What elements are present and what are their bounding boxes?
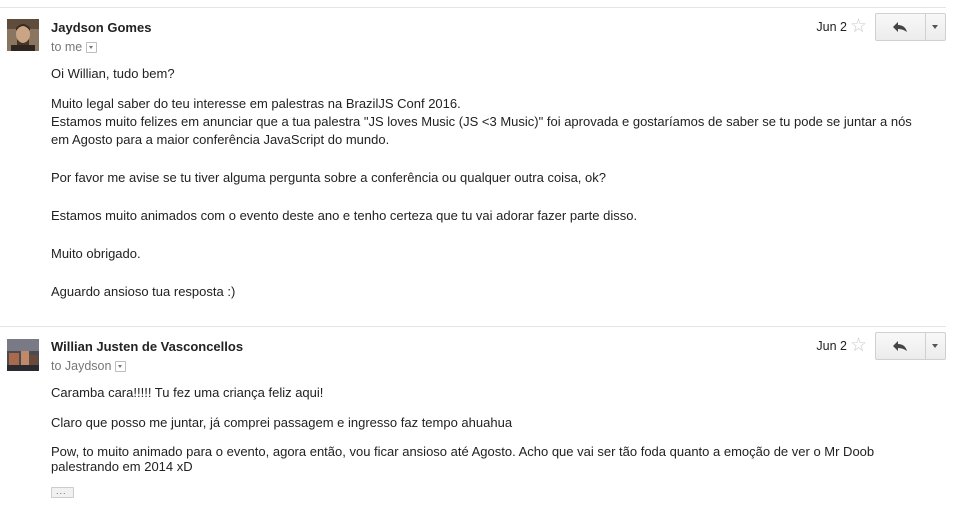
paragraph: Estamos muito animados com o evento deste ano e tenho certeza que tu vai adorar fazer parte disso. — [51, 208, 638, 223]
recipients — [51, 40, 97, 54]
reply-button[interactable] — [875, 13, 925, 41]
chevron-down-icon — [932, 25, 938, 29]
star-icon[interactable]: ☆ — [850, 16, 868, 37]
star-icon[interactable]: ☆ — [850, 335, 868, 356]
message-body — [51, 384, 881, 474]
paragraph: Aguardo ansioso tua resposta :) — [51, 284, 236, 299]
message-date[interactable]: Jun 2 — [816, 339, 847, 353]
more-options-button[interactable] — [925, 13, 946, 41]
show-details-icon[interactable] — [86, 42, 97, 53]
sender-avatar[interactable] — [7, 339, 39, 371]
recipients-label: to Jaydson — [51, 359, 112, 373]
show-trimmed-content-button[interactable] — [51, 487, 74, 498]
message-actions — [875, 332, 946, 360]
paragraph: Pow, to muito animado para o evento, agora então, vou ficar ansioso até Agosto. Acho que vai ser tão foda quanto a emoção de ver o Mr Doob palestrando em 2014 xD — [51, 444, 875, 474]
ellipsis-icon: ... — [56, 486, 67, 496]
reply-icon — [892, 340, 908, 352]
message-divider — [0, 326, 946, 327]
top-divider — [0, 7, 946, 8]
paragraph: Claro que posso me juntar, já comprei passagem e ingresso faz tempo ahuahua — [51, 415, 513, 430]
paragraph: Por favor me avise se tu tiver alguma pergunta sobre a conferência ou qualquer outra coisa, ok? — [51, 170, 606, 185]
paragraph: Estamos muito felizes em anunciar que a tua palestra "JS loves Music (JS <3 Music)" foi aprovada e gostaríamos de saber se tu pode se juntar a nós em Agosto para a maior conferência JavaScript do mundo. — [51, 114, 912, 147]
paragraph: Caramba cara!!!!! Tu fez uma criança feliz aqui! — [51, 385, 324, 400]
recipients-label: to me — [51, 40, 83, 54]
sender-name[interactable]: Jaydson Gomes — [51, 20, 152, 35]
reply-icon — [892, 21, 908, 33]
sender-avatar[interactable] — [7, 19, 39, 51]
reply-button[interactable] — [875, 332, 925, 360]
recipients — [51, 359, 126, 373]
message-actions — [875, 13, 946, 41]
paragraph: Muito legal saber do teu interesse em palestras na BrazilJS Conf 2016. — [51, 96, 461, 111]
chevron-down-icon — [932, 344, 938, 348]
paragraph: Muito obrigado. — [51, 246, 141, 261]
message-body — [51, 65, 931, 301]
more-options-button[interactable] — [925, 332, 946, 360]
paragraph: Oi Willian, tudo bem? — [51, 66, 175, 81]
sender-name[interactable]: Willian Justen de Vasconcellos — [51, 339, 244, 354]
message-date[interactable]: Jun 2 — [816, 20, 847, 34]
show-details-icon[interactable] — [115, 361, 126, 372]
